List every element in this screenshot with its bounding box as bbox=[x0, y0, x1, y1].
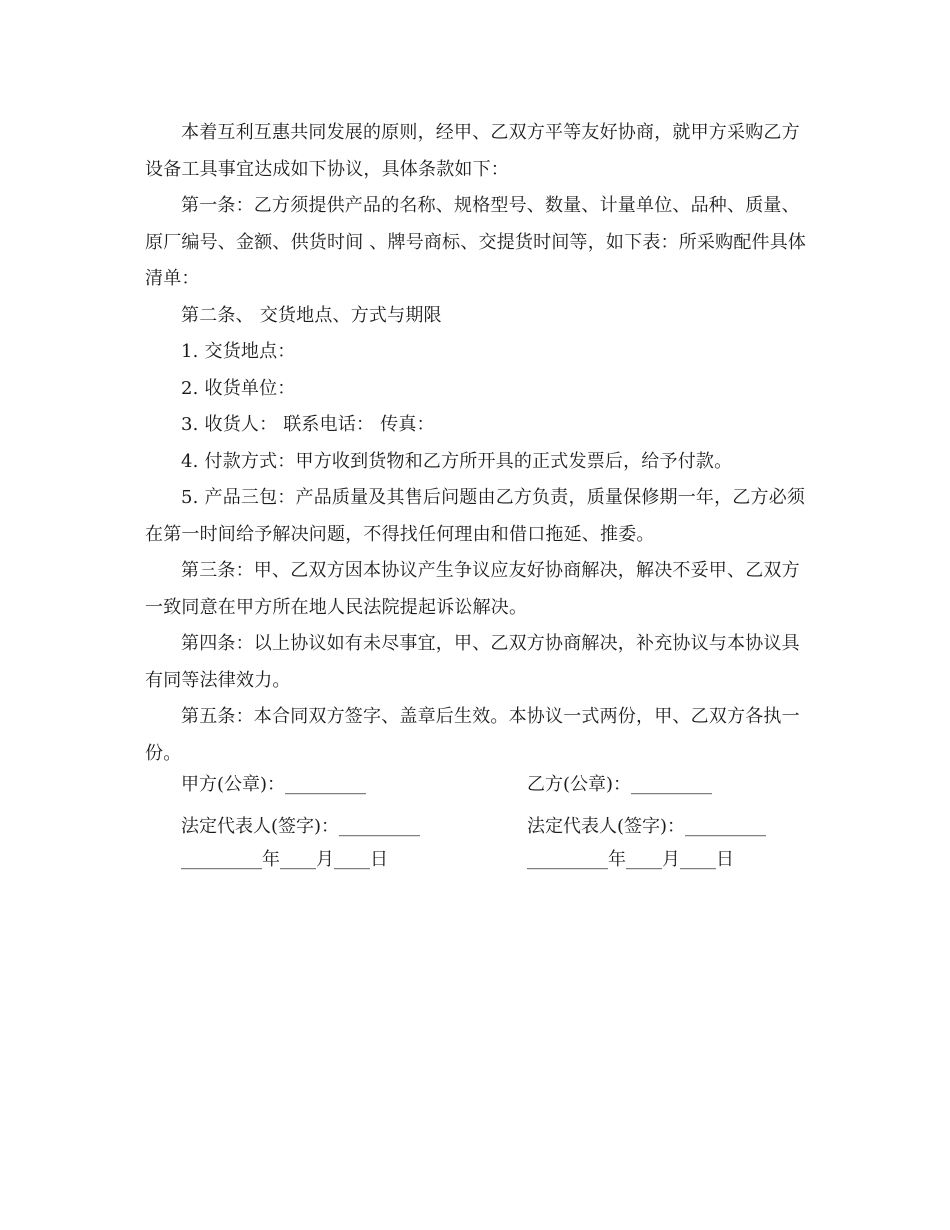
party-b-seal-line: 乙方(公章)：_________ bbox=[527, 774, 713, 795]
article-3-paragraph: 第三条：甲、乙双方因本协议产生争议应友好协商解决，解决不妥甲、乙双方一致同意在甲方所在地人民法院提起诉讼解决。 bbox=[145, 560, 800, 618]
party-b-representative-line: 法定代表人(签字)：_________ bbox=[527, 816, 767, 837]
article-4-paragraph: 第四条：以上协议如有未尽事宜，甲、乙双方协商解决，补充协议与本协议具有同等法律效力。 bbox=[145, 633, 800, 691]
intro-paragraph: 本着互利互惠共同发展的原则，经甲、乙双方平等友好协商，就甲方采购乙方设备工具事宜达成如下协议，具体条款如下： bbox=[145, 122, 800, 180]
party-b-date-line: _________年____月____日 bbox=[527, 849, 734, 870]
article-1-paragraph: 第一条：乙方须提供产品的名称、规格型号、数量、计量单位、品种、质量、原厂编号、金额、供货时间 、牌号商标、交提货时间等，如下表：所采购配件具体清单： bbox=[145, 195, 807, 289]
party-a-date-line: _________年____月____日 bbox=[181, 849, 388, 870]
party-a-seal-line: 甲方(公章)：_________ bbox=[181, 774, 367, 795]
payment-method-item: 4. 付款方式：甲方收到货物和乙方所开具的正式发票后，给予付款。 bbox=[181, 450, 733, 472]
delivery-location-item: 1. 交货地点： bbox=[181, 341, 296, 362]
receiving-unit-item: 2. 收货单位： bbox=[181, 377, 296, 399]
article-2-heading: 第二条、 交货地点、方式与期限 bbox=[181, 304, 442, 326]
warranty-item: 5. 产品三包：产品质量及其售后问题由乙方负责，质量保修期一年，乙方必须在第一时间给予解决问题，不得找任何理由和借口拖延、推委。 bbox=[145, 487, 806, 545]
party-a-representative-line: 法定代表人(签字)：_________ bbox=[181, 816, 421, 837]
receiver-contact-item: 3. 收货人： 联系电话： 传真： bbox=[181, 414, 435, 435]
article-5-paragraph: 第五条：本合同双方签字、盖章后生效。本协议一式两份，甲、乙双方各执一份。 bbox=[145, 706, 800, 764]
agreement-body bbox=[145, 115, 810, 772]
